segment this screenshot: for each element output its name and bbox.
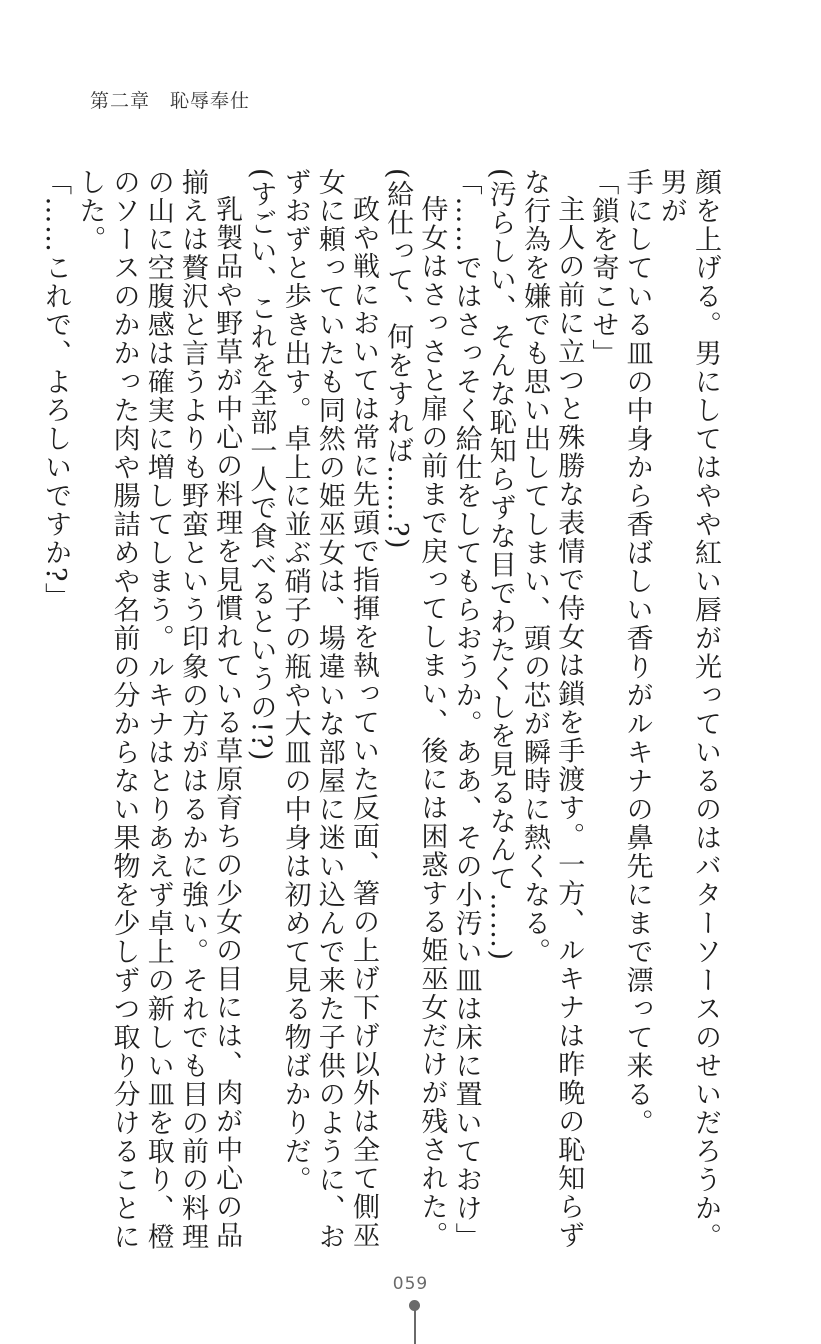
chapter-title: 第二章 恥辱奉仕 bbox=[90, 90, 251, 112]
page-number: 059 bbox=[392, 1274, 429, 1294]
thought-line: (給仕って、何をすれば……?) bbox=[382, 168, 414, 551]
thought-line: (汚らしい、そんな恥知らずな目でわたくしを見るなんて……) bbox=[484, 168, 516, 962]
dialogue-line: 「鎖を寄こせ」 bbox=[587, 168, 619, 368]
paragraph: 政や戦においては常に先頭で指揮を執っていた反面、箸の上げ下げ以外は全て側巫女に頼っていたも同然の姫巫女は、場違いな部屋に迷い込んで来た子供のように、おずおずと歩き出す。卓上に並ぶ硝子の瓶や大皿の中身は初めて見る物ばかりだ。 bbox=[279, 168, 379, 1251]
thought-line: (すごい、これを全部一人で食べるというの!?) bbox=[245, 168, 277, 762]
body-text bbox=[40, 168, 722, 1258]
dialogue-line: 「……ではさっそく給仕をしてもらおうか。ああ、その小汚い皿は床に置いておけ」 bbox=[450, 168, 482, 1251]
page-marker-line bbox=[414, 1310, 416, 1344]
paragraph: 顔を上げる。男にしてはやや紅い唇が光っているのはバターソースのせいだろうか。男が bbox=[655, 168, 721, 1251]
paragraph: 手にしている皿の中身から香ばしい香りがルキナの鼻先にまで漂って来る。 bbox=[621, 168, 653, 1137]
paragraph: 乳製品や野草が中心の料理を見慣れている草原育ちの少女の目には、肉が中心の品揃えは贅沢と言うよりも野蛮という印象の方がはるかに強い。それでも目の前の料理の山に空腹感は確実に増してしまう。ルキナはとりあえず卓上の新しい皿を取り、橙のソースのかかった肉や腸詰めや名前の分からない果物を少しずつ取り分けることにした。 bbox=[74, 168, 243, 1251]
paragraph: 侍女はさっさと扉の前まで戻ってしまい、後には困惑する姫巫女だけが残された。 bbox=[416, 195, 448, 1250]
paragraph: 主人の前に立つと殊勝な表情で侍女は鎖を手渡す。一方、ルキナは昨晩の恥知らずな行為を嫌でも思い出してしまい、頭の芯が瞬時に熱くなる。 bbox=[518, 168, 585, 1250]
dialogue-line: 「……これで、よろしいですか?」 bbox=[40, 168, 72, 612]
